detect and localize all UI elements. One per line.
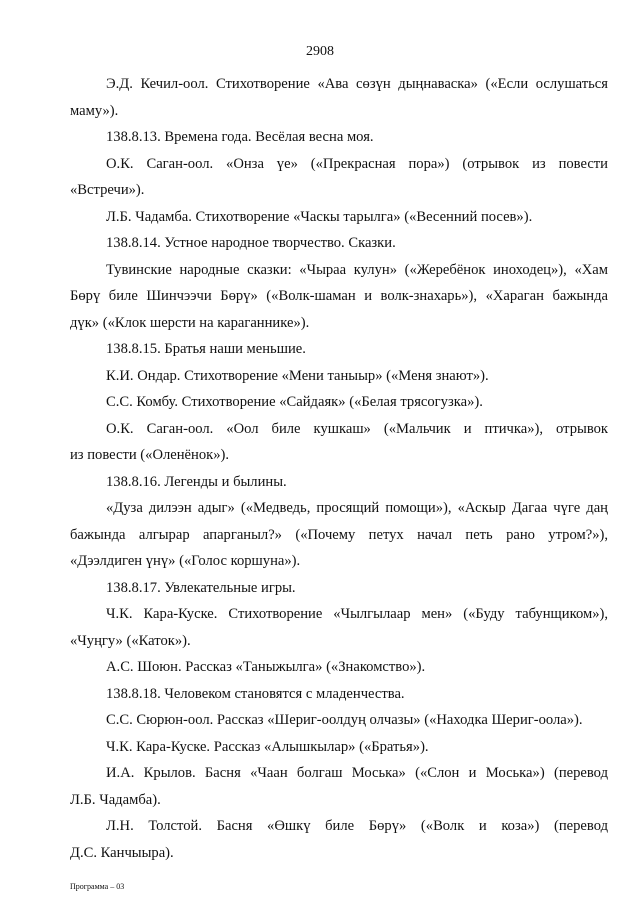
- document-body: [70, 71, 608, 866]
- paragraph-line: К.И. Ондар. Стихотворение «Мени таныыр» («Меня знают»).: [106, 367, 489, 384]
- paragraph-line: «Дээлдиген үнү» («Голос коршуна»).: [70, 553, 301, 569]
- paragraph-line: 138.8.18. Человеком становятся с младенчества.: [106, 685, 405, 702]
- paragraph-line: бажында алгырар апарганыл?» («Почему петух начал петь рано утром?»),: [70, 526, 608, 543]
- paragraph-line: О.К. Саган-оол. «Онза үе» («Прекрасная пора») (отрывок из повести: [106, 155, 608, 172]
- paragraph-line: Ч.К. Кара-Куске. Рассказ «Алышкылар» («Братья»).: [106, 738, 429, 755]
- paragraph-line: 138.8.14. Устное народное творчество. Сказки.: [106, 235, 396, 251]
- paragraph-line: «Встречи»).: [70, 182, 145, 198]
- paragraph-line: 138.8.16. Легенды и былины.: [106, 473, 287, 490]
- paragraph-line: маму»).: [70, 102, 119, 119]
- paragraph-line: Л.Б. Чадамба. Стихотворение «Часкы тарылга» («Весенний посев»).: [106, 208, 533, 225]
- paragraph-line: Л.Н. Толстой. Басня «Өшкү биле Бөрү» («Волк и коза») (перевод: [106, 818, 608, 834]
- paragraph-line: Д.С. Канчыыра).: [70, 844, 174, 861]
- paragraph-line: из повести («Оленёнок»).: [70, 447, 230, 463]
- paragraph-line: Э.Д. Кечил-оол. Стихотворение «Ава сөзүн дыңнаваска» («Если ослушаться: [106, 76, 608, 92]
- paragraph-line: Ч.К. Кара-Куске. Стихотворение «Чылгылаар мен» («Буду табунщиком»),: [106, 606, 608, 622]
- paragraph-line: дүк» («Клок шерсти на караганнике»).: [70, 314, 310, 331]
- paragraph-line: «Дуза дилээн адыг» («Медведь, просящий помощи»), «Аскыр Дагаа чүге даң: [106, 500, 608, 516]
- paragraph-line: «Чуңгу» («Каток»).: [70, 632, 191, 649]
- paragraph-line: Тувинские народные сказки: «Чыраа кулун» («Жеребёнок иноходец»), «Хам: [106, 261, 608, 278]
- paragraph-line: 138.8.13. Времена года. Весёлая весна моя.: [106, 129, 374, 145]
- paragraph-line: С.С. Сюрюн-оол. Рассказ «Шериг-оолдуң олчазы» («Находка Шериг-оола»).: [106, 712, 583, 728]
- paragraph-line: С.С. Комбу. Стихотворение «Сайдаяк» («Белая трясогузка»).: [106, 394, 483, 410]
- paragraph-line: А.С. Шоюн. Рассказ «Таныжылга» («Знакомство»).: [106, 659, 426, 675]
- paragraph-line: И.А. Крылов. Басня «Чаан болгаш Моська» («Слон и Моська») (перевод: [106, 765, 608, 781]
- page-number: 2908: [306, 44, 334, 59]
- paragraph-line: 138.8.17. Увлекательные игры.: [106, 579, 296, 596]
- page-footer: Программа – 03: [70, 882, 125, 891]
- paragraph-line: Бөрү биле Шинчээчи Бөрү» («Волк-шаман и волк-знахарь»), «Хараган бажында: [70, 288, 608, 304]
- paragraph-line: О.К. Саган-оол. «Оол биле кушкаш» («Мальчик и птичка»), отрывок: [106, 420, 608, 437]
- paragraph-line: 138.8.15. Братья наши меньшие.: [106, 341, 306, 357]
- paragraph-line: Л.Б. Чадамба).: [70, 791, 161, 808]
